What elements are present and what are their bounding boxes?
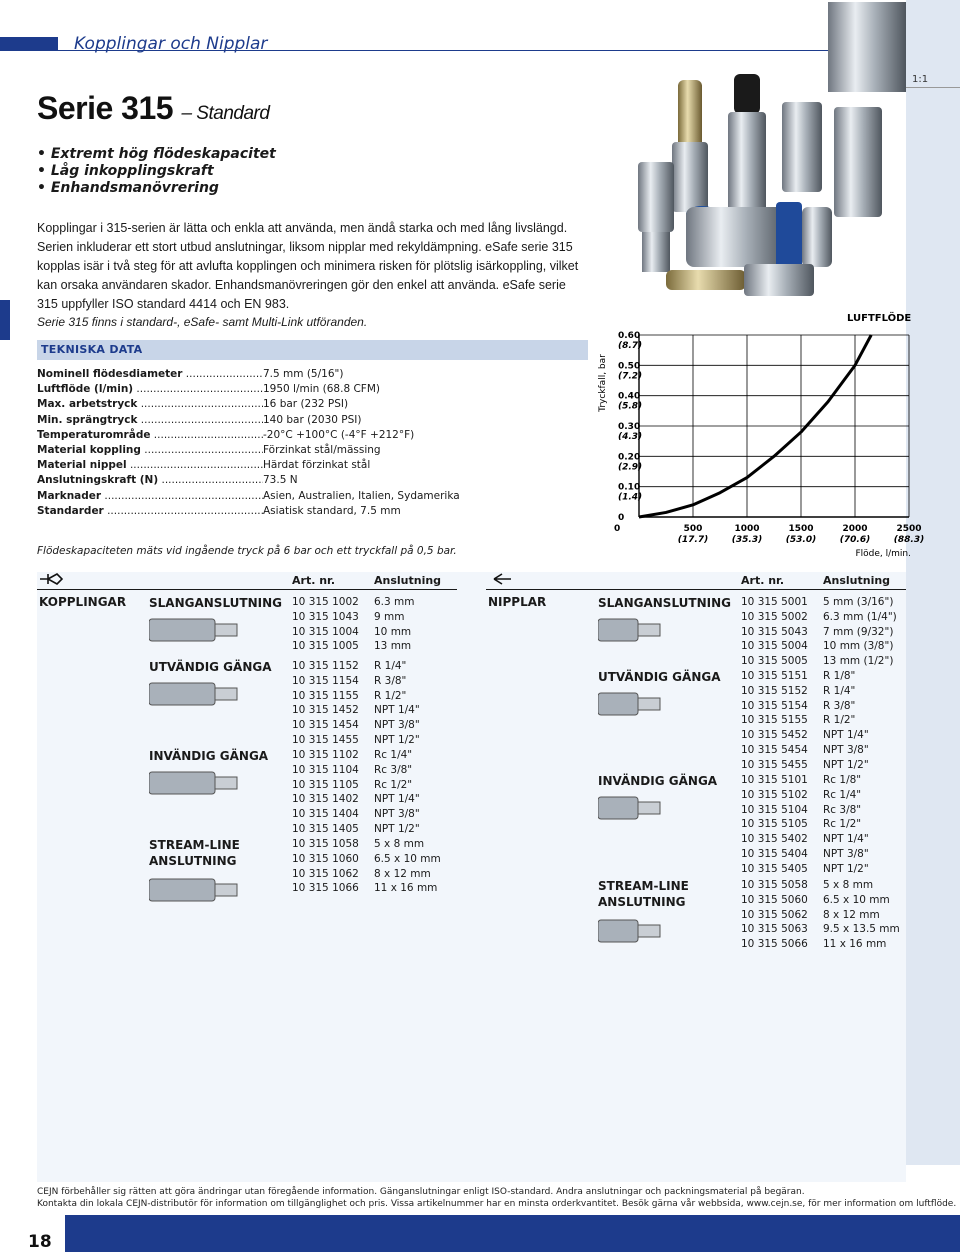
footer-notes [37, 1186, 956, 1210]
tech-key: Min. sprängtryck ..... [37, 413, 263, 428]
table-row [741, 625, 901, 640]
tech-value: Härdat förzinkat stål [263, 459, 371, 472]
table-row [292, 807, 452, 822]
coupling-drawing-icon [149, 768, 259, 798]
coupling-symbol-icon [39, 572, 63, 586]
group-title: UTVÄNDIG GÄNGA [598, 670, 721, 684]
connection-value: 6.3 mm [374, 596, 415, 608]
table-row [292, 703, 452, 718]
table-row [741, 862, 901, 877]
feature-list [37, 146, 276, 197]
group-title: SLANGANSLUTNING [149, 596, 282, 610]
art-number: 10 315 5005 [741, 655, 808, 668]
table-row [292, 867, 452, 882]
header-bar [0, 37, 58, 51]
connection-value: R 1/2" [374, 689, 407, 702]
table-row [741, 847, 901, 862]
connection-value: Rc 1/8" [823, 774, 862, 786]
connection-value: 13 mm [374, 640, 412, 653]
art-number: 10 315 1105 [292, 778, 359, 791]
art-number: 10 315 5058 [741, 879, 808, 891]
couplings-label: KOPPLINGAR [39, 595, 127, 609]
nipples-top-rule [486, 589, 906, 590]
art-number: 10 315 5060 [741, 893, 808, 906]
connection-value: 10 mm (3/8") [823, 640, 894, 653]
table-row [292, 837, 452, 852]
art-number: 10 315 5405 [741, 862, 808, 875]
table-row [292, 659, 452, 674]
y-tick-label: 0.60 [618, 331, 641, 341]
art-number: 10 315 5455 [741, 758, 808, 771]
connection-value: 8 x 12 mm [374, 867, 431, 880]
scale-line [906, 87, 960, 88]
table-row [292, 852, 452, 867]
table-row [292, 689, 452, 704]
y-tick-sub: (7.2) [618, 371, 643, 382]
tech-row [37, 443, 597, 458]
connection-value: NPT 1/2" [374, 734, 420, 746]
y-tick-label: 0.30 [618, 422, 641, 432]
x-tick-label: 1500 [788, 524, 814, 534]
table-row [741, 803, 901, 818]
x-tick-label: 2000 [842, 524, 868, 534]
table-row [741, 595, 901, 610]
series-note: Serie 315 finns i standard-, eSafe- samt Multi-Link utföranden. [37, 315, 368, 329]
tech-key: Luftflöde (l/min) ..... [37, 382, 263, 397]
table-row [741, 773, 901, 788]
table-row [292, 792, 452, 807]
group-title: UTVÄNDIG GÄNGA [149, 660, 272, 674]
table-row [292, 881, 452, 896]
art-number: 10 315 1152 [292, 660, 359, 672]
coupling-drawing-icon [149, 615, 259, 645]
art-number: 10 315 1405 [292, 823, 359, 835]
table-row [741, 713, 901, 728]
connection-value: NPT 1/2" [823, 862, 869, 875]
y-tick-sub: (1.4) [618, 492, 643, 503]
y-tick-label: 0.50 [618, 361, 641, 372]
connection-value: NPT 1/4" [374, 704, 420, 717]
table-row [741, 758, 901, 773]
y-tick-sub: (5.8) [618, 401, 643, 412]
connection-value: Rc 1/2" [374, 778, 413, 791]
intro-text: Kopplingar i 315-serien är lätta och enkla att använda, men ändå starka och med lång livslängd. Serien inkluderar ett stort utbud anslutningar, liksom nipplar med rekyldämpning. eSafe serie 315 kopplas isär i två steg för att avlufta kopplingen och minimera risken för plötslig isärkoppling, vilket kan orsaka användaren skador. Enhandsmanövreringen gör den enkel att använda. eSafe serie 315 uppfyller ISO standard 4414 och EN 983. [37, 221, 579, 311]
x-tick-sub: (17.7) [677, 535, 709, 545]
tech-key: Marknader ..... [37, 489, 263, 504]
chart-title: LUFTFLÖDE [847, 313, 912, 324]
connection-value: 9.5 x 13.5 mm [823, 923, 900, 936]
art-number: 10 315 1060 [292, 852, 359, 865]
tech-row [37, 413, 597, 428]
connection-value: 6.5 x 10 mm [823, 893, 890, 906]
page-number: 18 [28, 1232, 52, 1252]
connection-value: 13 mm (1/2") [823, 655, 894, 668]
connection-value: Rc 1/4" [374, 749, 413, 761]
connection-value: 6.3 mm (1/4") [823, 610, 897, 623]
tech-row [37, 489, 597, 504]
table-row [292, 674, 452, 689]
coupling-col-art: Art. nr. [292, 574, 336, 587]
x-tick-sub: (88.3) [893, 535, 925, 545]
connection-value: R 3/8" [823, 699, 856, 712]
art-number: 10 315 5452 [741, 729, 808, 742]
group-title: SLANGANSLUTNING [598, 596, 731, 610]
connection-value: 7 mm (9/32") [823, 625, 894, 638]
table-row [292, 639, 452, 654]
connection-value: Rc 3/8" [374, 763, 413, 776]
tech-value: Asiatisk standard, 7.5 mm [263, 504, 401, 517]
art-number: 10 315 5063 [741, 923, 808, 936]
connection-value: 11 x 16 mm [374, 882, 438, 895]
art-number: 10 315 5001 [741, 596, 808, 608]
group-title: INVÄNDIG GÄNGA [149, 749, 269, 763]
connection-value: 9 mm [374, 610, 405, 623]
tech-value: 7.5 mm (5/16") [263, 368, 344, 380]
table-row [741, 817, 901, 832]
y-tick-label: 0.40 [618, 391, 641, 402]
y-tick-sub: (2.9) [618, 462, 643, 473]
art-number: 10 315 1404 [292, 808, 359, 821]
tech-row [37, 428, 597, 443]
airflow-chart [594, 305, 934, 570]
connection-value: R 3/8" [374, 674, 407, 687]
table-row [292, 778, 452, 793]
page-bottom-bar [0, 1215, 960, 1252]
art-number: 10 315 1154 [292, 674, 359, 687]
scale-label: 1:1 [912, 74, 929, 85]
table-row [741, 908, 901, 923]
nipple-drawing-icon [598, 793, 708, 823]
nipple-symbol-icon [488, 572, 512, 586]
tech-row [37, 504, 597, 519]
tech-value: 16 bar (232 PSI) [263, 398, 349, 411]
x-tick-label: 0 [614, 524, 621, 534]
tech-key: Material nippel ..... [37, 458, 263, 473]
connection-value: NPT 3/8" [374, 719, 420, 732]
connection-value: NPT 3/8" [823, 848, 869, 860]
tech-row [37, 473, 597, 488]
connection-value: 6.5 x 10 mm [374, 852, 441, 865]
y-tick-label: 0 [618, 513, 625, 523]
art-number: 10 315 1155 [292, 689, 359, 702]
tech-row [37, 458, 597, 473]
nipple-drawing-icon [598, 916, 708, 946]
connection-value: 5 x 8 mm [374, 838, 425, 850]
tech-key: Standarder ..... [37, 504, 263, 519]
footer-line: Kontakta din lokala CEJN-distributör för information om tillgänglighet och pris. Vissa artikelnummer har en minsta orderkvantitet. Besök gärna vår webbsida, www.cejn.se, för mer information om luftflöde. [37, 1199, 957, 1209]
table-row [292, 748, 452, 763]
tech-key: Max. arbetstryck ..... [37, 397, 263, 412]
x-tick-label: 1000 [734, 524, 760, 534]
art-number: 10 315 5004 [741, 640, 808, 653]
chart-ylabel: Tryckfall, bar [598, 354, 608, 412]
connection-value: Rc 3/8" [823, 803, 862, 816]
table-row [292, 610, 452, 625]
connection-value: NPT 3/8" [823, 744, 869, 756]
nipple-col-art: Art. nr. [741, 574, 785, 587]
y-tick-label: 0.10 [618, 482, 641, 493]
table-row [741, 893, 901, 908]
art-number: 10 315 5454 [741, 744, 808, 756]
coupling-col-connection: Anslutning [374, 574, 442, 587]
table-row [741, 743, 901, 758]
art-number: 10 315 5402 [741, 833, 808, 846]
connection-value: NPT 1/4" [374, 793, 420, 806]
art-number: 10 315 5154 [741, 699, 808, 712]
chart-xlabel: Flöde, l/min. [855, 549, 911, 559]
tech-key: Anslutningskraft (N) ..... [37, 473, 263, 488]
tech-value: -20°C +100°C (-4°F +212°F) [263, 428, 415, 441]
art-number: 10 315 5404 [741, 848, 808, 860]
table-row [292, 763, 452, 778]
table-row [741, 669, 901, 684]
table-row [741, 832, 901, 847]
connection-value: R 1/8" [823, 670, 856, 682]
art-number: 10 315 1005 [292, 640, 359, 653]
tech-value: Förzinkat stål/mässing [263, 444, 381, 457]
nipple-col-connection: Anslutning [823, 574, 891, 587]
connection-value: 8 x 12 mm [823, 908, 880, 921]
x-tick-sub: (53.0) [785, 535, 817, 545]
art-number: 10 315 5062 [741, 908, 808, 921]
x-tick-label: 500 [683, 524, 703, 534]
tech-key: Material koppling ..... [37, 443, 263, 458]
nipple-drawing-icon [598, 615, 708, 645]
art-number: 10 315 5151 [741, 670, 808, 682]
feature-item: • Låg inkopplingskraft [37, 163, 276, 180]
art-number: 10 315 1066 [292, 882, 359, 895]
connection-value: NPT 3/8" [374, 808, 420, 821]
art-number: 10 315 5152 [741, 684, 808, 697]
side-strip [906, 0, 960, 1165]
art-number: 10 315 5155 [741, 714, 808, 727]
art-number: 10 315 5043 [741, 625, 808, 638]
table-row [292, 625, 452, 640]
flow-note: Flödeskapaciteten mäts vid ingående tryck på 6 bar och ett tryckfall på 0,5 bar. [37, 545, 457, 557]
table-row [292, 822, 452, 837]
art-number: 10 315 1452 [292, 704, 359, 717]
title-sub: – Standard [181, 103, 270, 124]
x-tick-sub: (35.3) [731, 535, 763, 545]
nipples-label: NIPPLAR [488, 595, 547, 609]
connection-value: NPT 1/4" [823, 833, 869, 846]
group-title: INVÄNDIG GÄNGA [598, 774, 718, 788]
art-number: 10 315 5102 [741, 788, 808, 801]
connection-value: NPT 1/4" [823, 729, 869, 742]
connection-value: R 1/4" [374, 660, 407, 672]
x-tick-label: 2500 [896, 524, 922, 534]
footer-line: CEJN förbehåller sig rätten att göra ändringar utan föregående information. Gänganslutningar enligt ISO-standard. Andra anslutningar och packningsmaterial på begäran. [37, 1187, 805, 1197]
table-row [741, 684, 901, 699]
y-tick-label: 0.20 [618, 452, 641, 463]
tech-row [37, 397, 597, 412]
table-row [741, 922, 901, 937]
table-row [292, 733, 452, 748]
art-number: 10 315 1102 [292, 749, 359, 761]
art-number: 10 315 5104 [741, 803, 808, 816]
table-row [741, 728, 901, 743]
tech-data-list [37, 367, 597, 519]
feature-item: • Extremt hög flödeskapacitet [37, 146, 276, 163]
art-number: 10 315 1058 [292, 838, 359, 850]
product-image [606, 2, 906, 324]
tech-row [37, 367, 597, 382]
title-main: Serie 315 [37, 90, 174, 126]
couplings-top-rule [37, 589, 457, 590]
connection-value: R 1/2" [823, 714, 856, 727]
coupling-drawing-icon [149, 679, 259, 709]
feature-item: • Enhandsmanövrering [37, 180, 276, 197]
table-row [741, 878, 901, 893]
table-row [292, 595, 452, 610]
table-row [741, 639, 901, 654]
tech-data-header: TEKNISKA DATA [37, 340, 588, 360]
table-row [741, 654, 901, 669]
tech-value: Asien, Australien, Italien, Sydamerika [263, 489, 460, 502]
table-row [741, 610, 901, 625]
table-row [741, 937, 901, 952]
group-title: STREAM-LINE ANSLUTNING [149, 838, 240, 868]
art-number: 10 315 1062 [292, 867, 359, 880]
connection-value: R 1/4" [823, 684, 856, 697]
connection-value: NPT 1/2" [374, 823, 420, 835]
y-tick-sub: (8.7) [618, 341, 643, 351]
page-title [37, 90, 269, 127]
x-tick-sub: (70.6) [839, 535, 871, 545]
art-number: 10 315 1454 [292, 719, 359, 732]
connection-value: NPT 1/2" [823, 758, 869, 771]
coupling-drawing-icon [149, 875, 259, 905]
table-row [741, 788, 901, 803]
art-number: 10 315 1402 [292, 793, 359, 806]
group-title: STREAM-LINE ANSLUTNING [598, 879, 689, 909]
nipple-drawing-icon [598, 689, 708, 719]
art-number: 10 315 5066 [741, 938, 808, 951]
connection-value: Rc 1/4" [823, 788, 862, 801]
table-row [741, 699, 901, 714]
tech-key: Nominell flödesdiameter ..... [37, 367, 263, 382]
art-number: 10 315 1455 [292, 734, 359, 746]
left-tab-marker [0, 300, 10, 340]
tech-row [37, 382, 597, 397]
connection-value: 11 x 16 mm [823, 938, 887, 951]
art-number: 10 315 5105 [741, 818, 808, 831]
table-row [292, 718, 452, 733]
art-number: 10 315 1004 [292, 625, 359, 638]
art-number: 10 315 5002 [741, 610, 808, 623]
connection-value: 10 mm [374, 625, 412, 638]
art-number: 10 315 1002 [292, 596, 359, 608]
art-number: 10 315 1043 [292, 610, 359, 623]
tech-value: 73.5 N [263, 474, 298, 487]
connection-value: 5 x 8 mm [823, 879, 874, 891]
connection-value: Rc 1/2" [823, 818, 862, 831]
tech-key: Temperaturområde ..... [37, 428, 263, 443]
tech-value: 1950 l/min (68.8 CFM) [263, 383, 380, 396]
tech-value: 140 bar (2030 PSI) [263, 413, 362, 426]
art-number: 10 315 5101 [741, 774, 808, 786]
y-tick-sub: (4.3) [618, 432, 643, 442]
connection-value: 5 mm (3/16") [823, 596, 894, 608]
art-number: 10 315 1104 [292, 763, 359, 776]
section-title: Kopplingar och Nipplar [74, 34, 268, 54]
